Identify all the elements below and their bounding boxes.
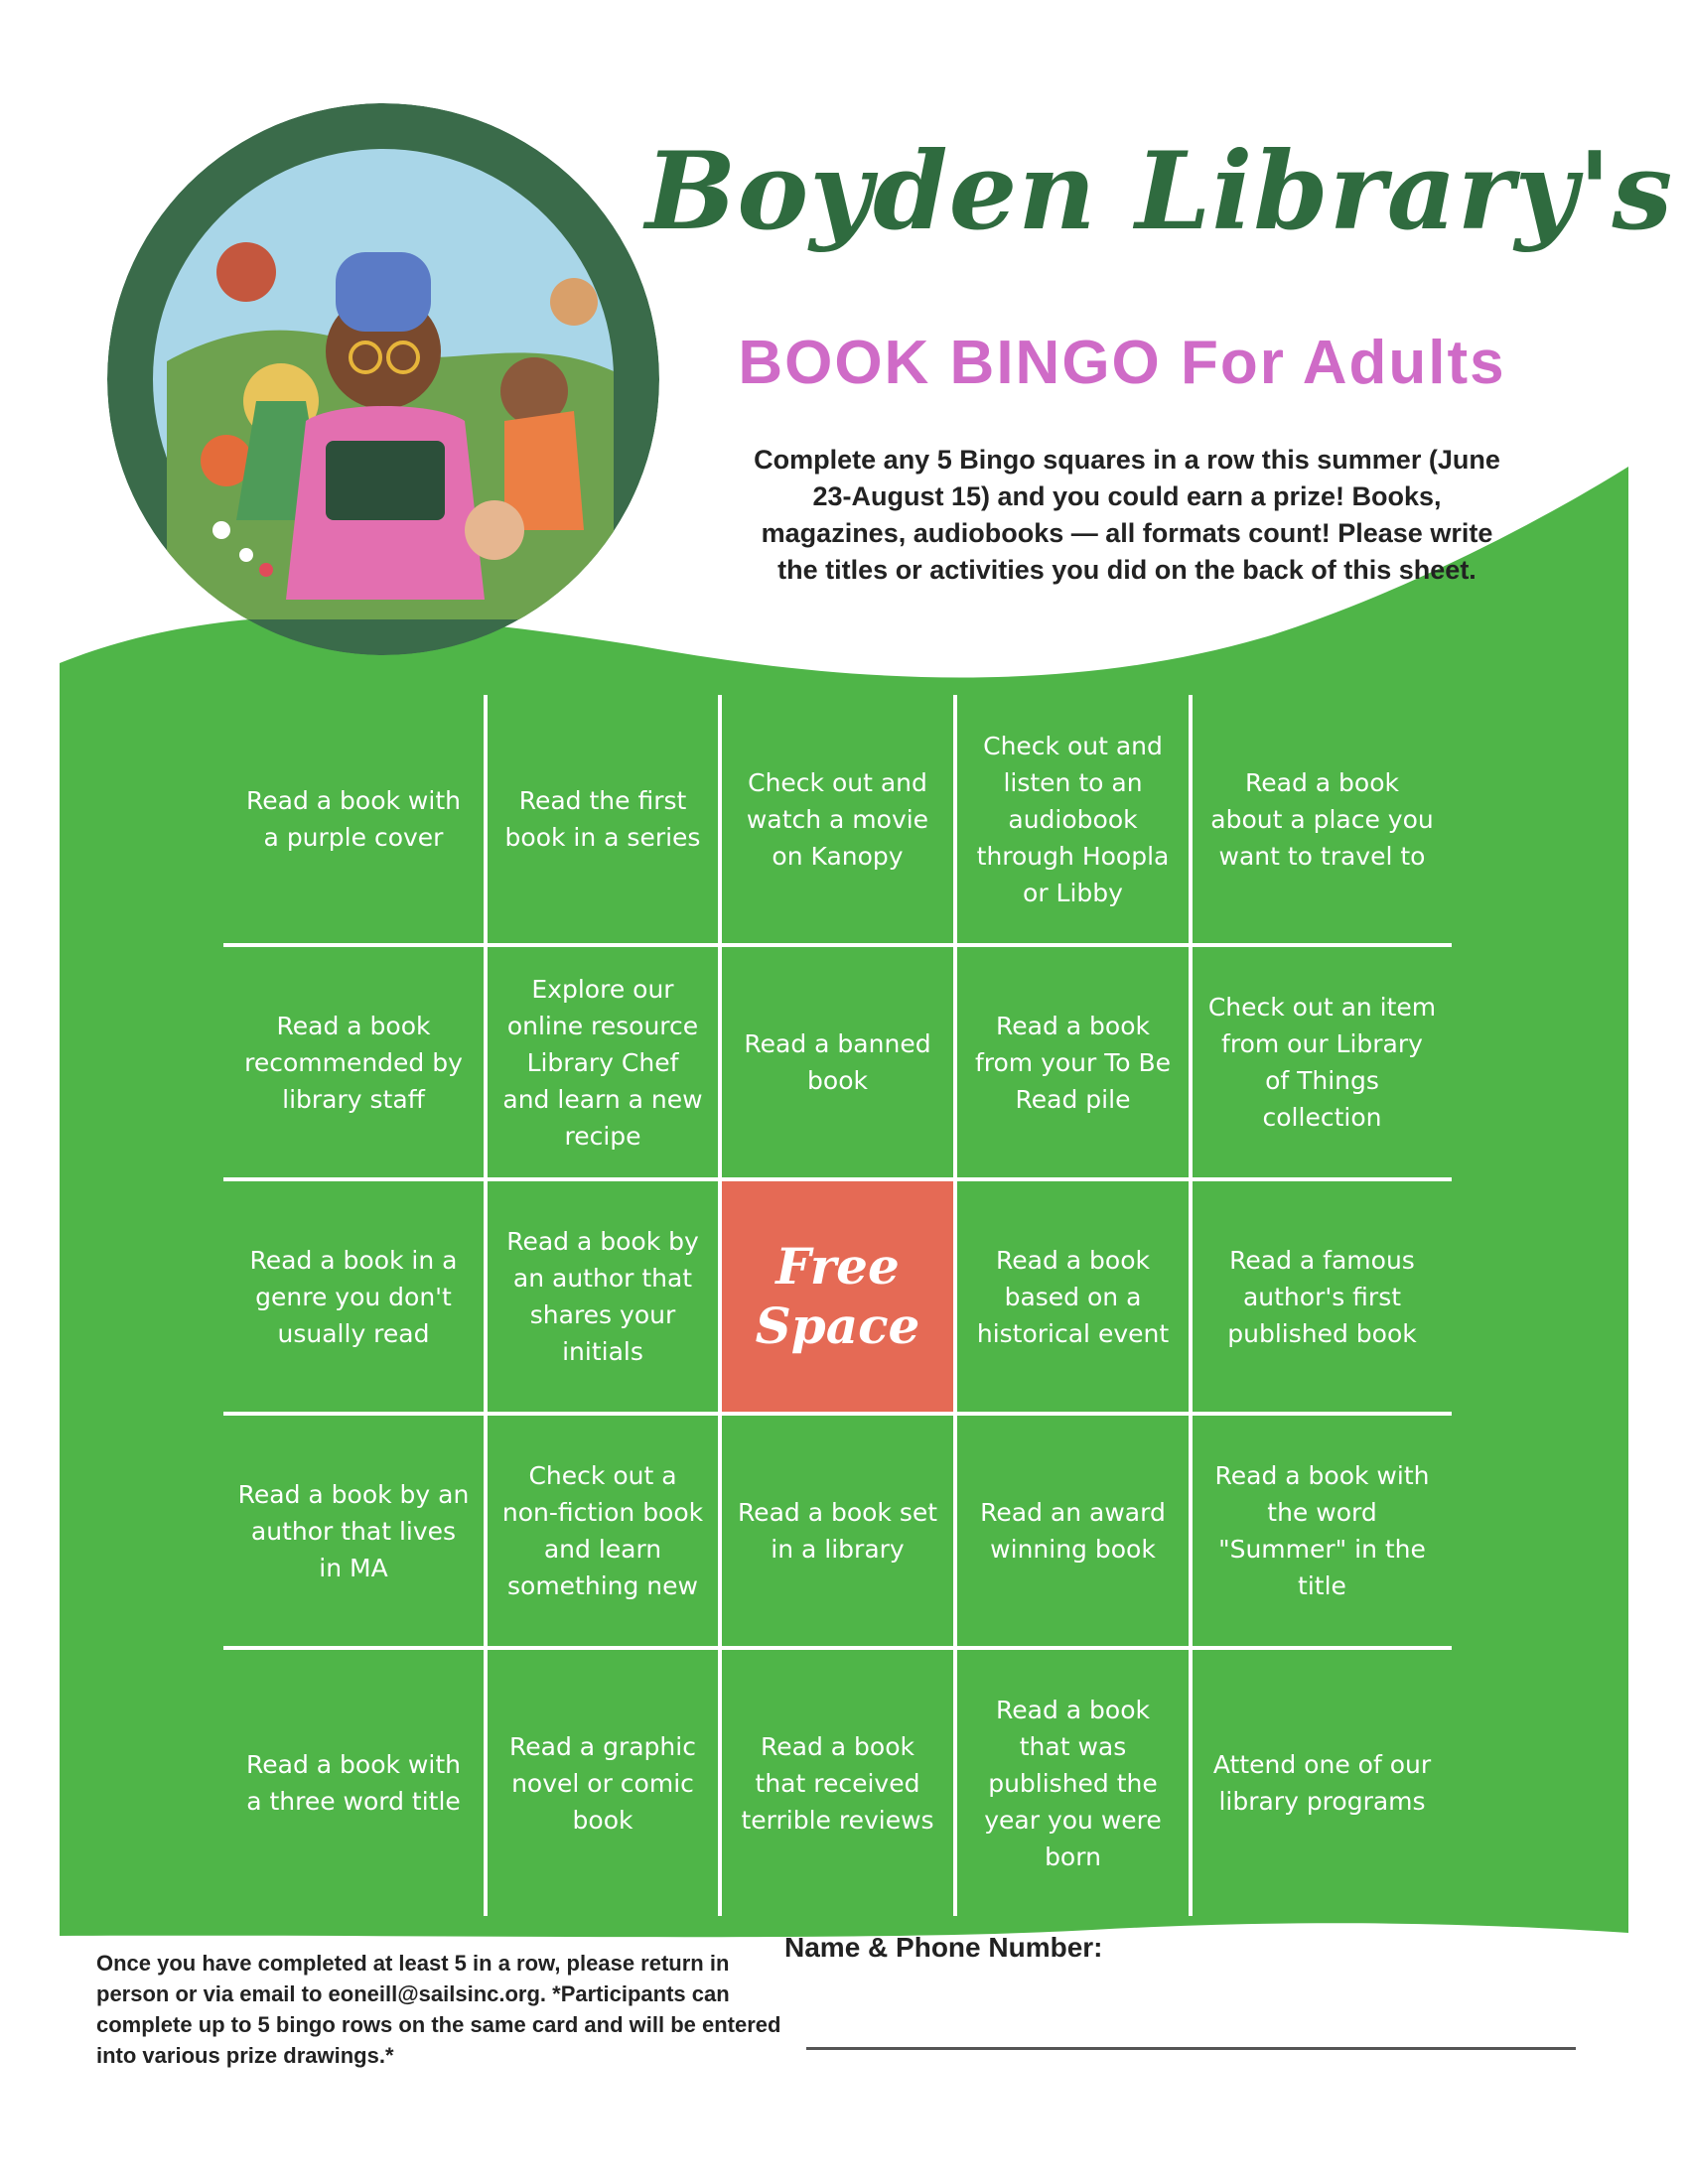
bingo-square: Read a book set in a library [718, 1412, 953, 1646]
bingo-square: Read a book with a purple cover [246, 786, 461, 852]
bingo-square: Read a book that was published the year you were born [953, 1646, 1189, 1916]
bingo-square: Read a book with the word "Summer" in the title [1189, 1412, 1452, 1646]
bingo-square: Attend one of our library programs [1189, 1646, 1452, 1916]
bingo-square: Read a book from your To Be Read pile [953, 943, 1189, 1177]
bingo-square: Read a book by an author that lives in MA [223, 1412, 484, 1646]
page-subtitle: BOOK BINGO For Adults [738, 329, 1506, 397]
bingo-square: Read an award winning book [953, 1412, 1189, 1646]
bingo-square: Check out a non-fiction book and learn something new [484, 1412, 718, 1646]
intro-text: Complete any 5 Bingo squares in a row this summer (June 23-August 15) and you could earn a prize! Books, magazines, audiobooks — all formats count! Please write the titles or activities you did on the back of this sheet. [754, 445, 1500, 585]
name-phone-field[interactable] [806, 2047, 1576, 2050]
bingo-square: Check out and watch a movie on Kanopy [718, 695, 953, 943]
bingo-square: Read a book in a genre you don't usually read [223, 1177, 484, 1412]
free-space-square: Free Space [718, 1177, 953, 1412]
bingo-square: Check out and listen to an audiobook through Hoopla or Libby [953, 695, 1189, 943]
bingo-square: Read a book that received terrible reviews [718, 1646, 953, 1916]
return-instructions: Once you have completed at least 5 in a row, please return in person or via email to eoneill@sailsinc.org. *Participants can complete up to 5 bingo rows on the same card and will be entered into various prize drawings.* [96, 1951, 781, 2068]
bingo-grid [223, 695, 1452, 1916]
bingo-square: Read a book by an author that shares your initials [484, 1177, 718, 1412]
bingo-square: Read a banned book [718, 943, 953, 1177]
bingo-square: Read a book with a three word title [223, 1646, 484, 1916]
bingo-square: Read a famous author's first published book [1189, 1177, 1452, 1412]
bingo-square: Read the first book in a series [484, 695, 718, 943]
bingo-square: Check out an item from our Library of Things collection [1189, 943, 1452, 1177]
name-phone-label: Name & Phone Number: [784, 1932, 1103, 1963]
bingo-square: Read a book about a place you want to travel to [1189, 695, 1452, 943]
bingo-square: Read a book recommended by library staff [223, 943, 484, 1177]
logo-illustration [107, 103, 659, 655]
bingo-square: Explore our online resource Library Chef and learn a new recipe [484, 943, 718, 1177]
page-title: Boyden Library's [645, 129, 1674, 254]
bingo-square: Read a graphic novel or comic book [484, 1646, 718, 1916]
bingo-square: Read a book based on a historical event [953, 1177, 1189, 1412]
